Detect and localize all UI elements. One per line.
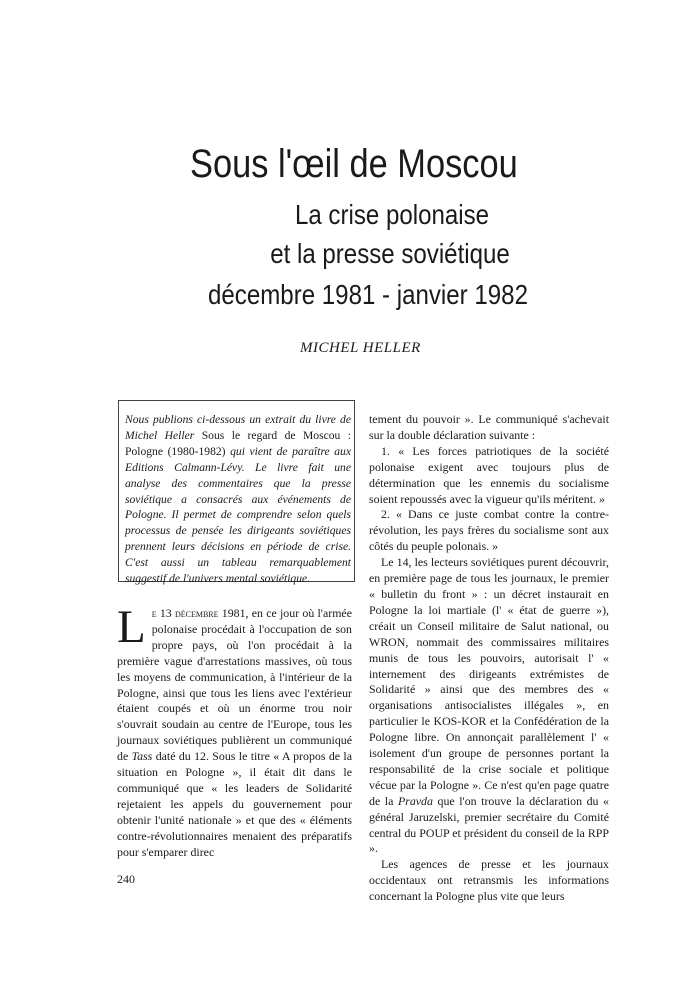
left-text-a: 1981, en ce jour où l'armée polonaise procédait à l'occupation de son propre pays, où l'on procédait à la première vague d'arrestations massives, où tous les moyens de communication, à l'intérieur de la Pologne, ainsi que tous les liens avec l'extérieur étaient coupés et où un énorme trou noir s'ouvrait soudain au centre de l'Europe, tous les journaux soviétiques publièrent un communiqué de (117, 606, 352, 764)
right-paragraph-4 (369, 555, 609, 857)
author-name: MICHEL HELLER (300, 340, 421, 356)
article-subtitle-line-1: La crise polonaise (294, 199, 490, 230)
right-text-4a: Le 14, les lecteurs soviétiques purent découvrir, en première page de tous les journaux, le premier « bulletin du front » : un décret instaurait en Pologne la loi martiale (l' « état de guerre »), créait un Conseil militaire de Salut national, ou WRON, nommait des commissaires militaires munis de tous les pouvoirs, autorisait l' « internement des dirigeants extrémistes de Solidarité » ainsi que des membres des « organisations antisocialistes illégales », en particulier le KOS-KOR et la Confédération de la Pologne libre. On annonçait parallèlement l' « isolement d'un groupe de personnes portant la responsabilité de la crise sociale et politique vécue par la Pologne ». Ce n'est qu'en page quatre de la (369, 555, 609, 808)
right-paragraph-3: 2. « Dans ce juste combat contre la contre-révolution, les pays frères du socialisme sont aux côtés du peuple polonais. » (369, 507, 609, 554)
scan-speck: · · · · · · · · · (118, 98, 233, 104)
drop-cap: L (117, 601, 146, 653)
intro-text-1: Nous publions ci-dessous un extrait du livre de Michel Heller (125, 413, 351, 442)
left-column (117, 601, 352, 861)
article-subtitle-line-2: et la presse soviétique (270, 238, 510, 269)
left-paragraph (117, 601, 352, 861)
intro-book-title: Sous le regard de Moscou : Pologne (1980-1982) (125, 428, 351, 458)
pravda-name: Pravda (397, 793, 433, 808)
article-subtitle-line-3: décembre 1981 - janvier 1982 (208, 279, 528, 310)
tass-name: Tass (131, 749, 153, 764)
right-paragraph-5: Les agences de presse et les journaux occidentaux ont retransmis les informations concernant la Pologne plus vite que leurs (369, 857, 609, 904)
right-text-4b: que l'on trouve la déclaration du « général Jaruzelski, premier secrétaire du Comité central du POUP et président du conseil de la RPP ». (369, 793, 609, 856)
page-number: 240 (117, 872, 135, 886)
right-paragraph-1: tement du pouvoir ». Le communiqué s'achevait sur la double déclaration suivante : (369, 412, 609, 442)
right-paragraph-2: 1. « Les forces patriotiques de la société polonaise exigent avec toujours plus de détermination que les ennemis du socialisme soient repoussés avec la vigueur qu'ils méritent. » (369, 443, 609, 506)
intro-text-2: qui vient de paraître aux Editions Calmann-Lévy. Le livre fait une analyse des commentaires que la presse soviétique a consacrés aux événements de Pologne. Il permet de comprendre selon quels processus de pensée les dirigeants soviétiques prennent leurs décisions en période de crise. C'est aussi un tableau remarquablement suggestif de l'univers mental soviétique. (125, 444, 351, 586)
article-title: Sous l'œil de Moscou (190, 142, 518, 186)
left-text-b: daté du 12. Sous le titre « A propos de la situation en Pologne », il était dit dans le communiqué que « les leaders de Solidarité rejetaient les appels du gouvernement pour obtenir l'unité nationale » et que des « éléments contre-révolutionnaires menaient des préparatifs pour s'emparer direc (117, 749, 352, 859)
lead-smallcaps: e 13 décembre (151, 606, 219, 620)
intro-box (125, 412, 351, 587)
right-column (369, 412, 609, 905)
